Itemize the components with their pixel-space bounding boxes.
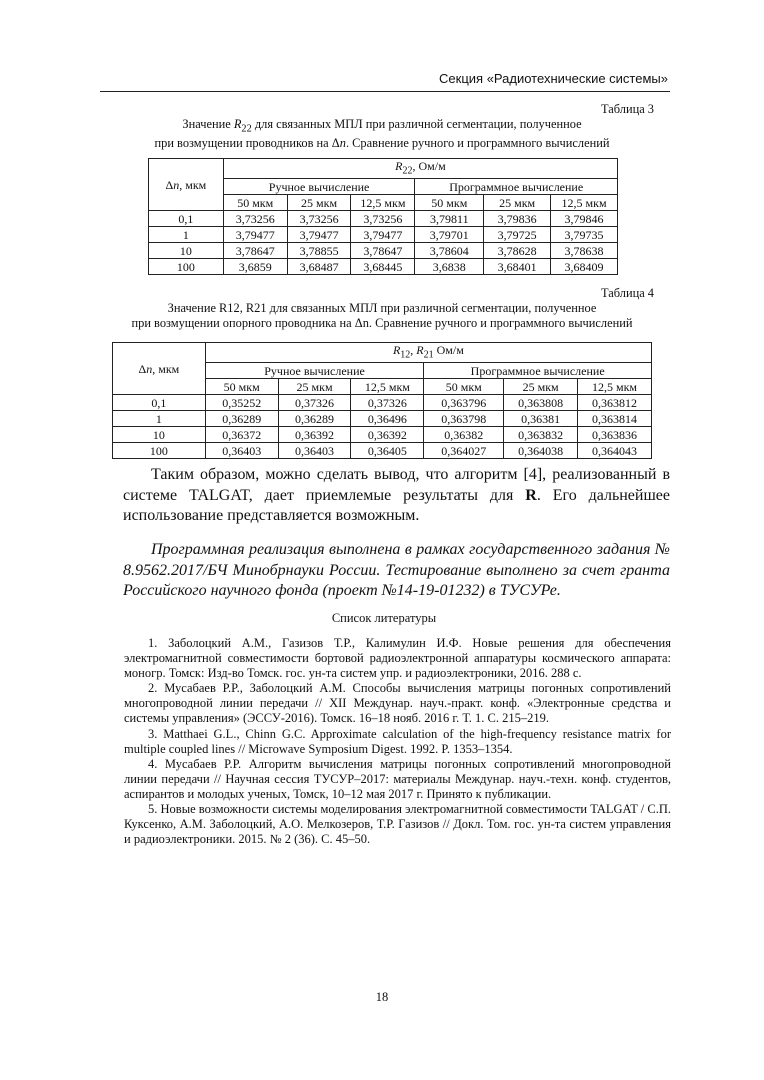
reference-item: 4. Мусабаев Р.Р. Алгоритм вычисления матрицы погонных сопротивлений многопроводной линии передачи // Научная сессия ТУСУР–2017: материалы Междунар. науч.-техн. конф. студентов, аспирантов и молодых ученых, Томск, 10–12 мая 2017 г. Принято к публикации. bbox=[124, 756, 671, 801]
reference-item: 1. Заболоцкий А.М., Газизов Т.Р., Калимулин И.Ф. Новые решения для обеспечения электромагнитной совместимости бортовой радиоэлектронной аппаратуры космического аппарата: моногр. Томск: Изд-во Томск. гос. ун-та систем упр. и радиоэлектроники, 2016. 288 с. bbox=[124, 636, 671, 681]
conclusion-paragraph bbox=[123, 465, 670, 527]
caption-text: для связанных МПЛ при различной сегментации, полученное bbox=[251, 117, 582, 131]
reference-item: 5. Новые возможности системы моделирования электромагнитной совместимости TALGAT / С.П. Куксенко, А.М. Заболоцкий, А.О. Мелкозеров, Т.Р. Газизов // Докл. Том. гос. ун-та систем управления и радиоэлектроники. 2015. № 2 (36). С. 45–50. bbox=[124, 802, 671, 847]
value-cell: 0,36496 bbox=[351, 411, 424, 427]
value-cell: 0,36392 bbox=[351, 427, 424, 443]
value-cell: 0,37326 bbox=[351, 395, 424, 411]
table4-row-header bbox=[113, 343, 206, 395]
row-label-cell: 10 bbox=[149, 243, 224, 259]
table3-caption-line1 bbox=[60, 117, 704, 136]
value-cell: 0,363812 bbox=[578, 395, 652, 411]
value-cell: 0,36382 bbox=[424, 427, 504, 443]
bold-symbol: R bbox=[525, 486, 537, 504]
value-cell: 0,364043 bbox=[578, 443, 652, 459]
cell-subscript: 22 bbox=[402, 165, 413, 177]
value-cell: 3,78638 bbox=[551, 243, 618, 259]
table-row bbox=[149, 259, 618, 275]
cell-text: Δ bbox=[165, 177, 174, 192]
table4-caption-line1: Значение R12, R21 для связанных МПЛ при различной сегментации, полученное bbox=[167, 301, 597, 315]
cell-symbol: R bbox=[416, 343, 424, 357]
cell-subscript: 12 bbox=[400, 349, 411, 361]
value-cell: 3,68401 bbox=[484, 259, 551, 275]
row-label-cell: 1 bbox=[113, 411, 206, 427]
value-cell: 0,37326 bbox=[278, 395, 351, 411]
cell-symbol: R bbox=[392, 343, 401, 357]
value-cell: 0,363814 bbox=[578, 411, 652, 427]
value-cell: 3,79811 bbox=[415, 211, 484, 227]
value-cell: 3,79701 bbox=[415, 227, 484, 243]
reference-item: 3. Matthaei G.L., Chinn G.C. Approximate calculation of the high-frequency resistance matrix for multiple coupled lines // Microwave Symposium Digest. 1992. P. 1353–1354. bbox=[124, 726, 671, 756]
references-list bbox=[124, 636, 671, 847]
table4-subheader: 25 мкм bbox=[278, 379, 351, 395]
value-cell: 3,79836 bbox=[484, 211, 551, 227]
value-cell: 3,78647 bbox=[351, 243, 415, 259]
table-row bbox=[113, 427, 652, 443]
value-cell: 3,79477 bbox=[287, 227, 351, 243]
value-cell: 3,73256 bbox=[287, 211, 351, 227]
value-cell: 3,6859 bbox=[223, 259, 287, 275]
table4-subheader: 12,5 мкм bbox=[578, 379, 652, 395]
cell-subscript: 21 bbox=[423, 349, 434, 361]
value-cell: 0,363836 bbox=[578, 427, 652, 443]
table4-subheader: 25 мкм bbox=[504, 379, 578, 395]
table3-subheader: 50 мкм bbox=[223, 195, 287, 211]
value-cell: 3,79477 bbox=[351, 227, 415, 243]
table-row bbox=[113, 395, 652, 411]
table-row bbox=[149, 227, 618, 243]
table3-quantity-header bbox=[223, 159, 617, 179]
value-cell: 3,79477 bbox=[223, 227, 287, 243]
row-label-cell: 10 bbox=[113, 427, 206, 443]
cell-text: , мкм bbox=[179, 177, 207, 192]
table4-subheader: 50 мкм bbox=[205, 379, 278, 395]
row-label-cell: 0,1 bbox=[113, 395, 206, 411]
caption-text: при возмущении проводников на Δ bbox=[154, 136, 340, 151]
value-cell: 0,35252 bbox=[205, 395, 278, 411]
header-rule bbox=[100, 91, 670, 92]
caption-text: . Сравнение ручного и программного вычислений bbox=[345, 136, 610, 151]
table3-caption bbox=[60, 117, 704, 151]
value-cell: 3,79846 bbox=[551, 211, 618, 227]
value-cell: 3,78604 bbox=[415, 243, 484, 259]
caption-symbol: n bbox=[339, 136, 346, 151]
cell-text: Ом/м bbox=[433, 343, 464, 357]
table4-quantity-header bbox=[205, 343, 651, 363]
cell-symbol: n bbox=[146, 361, 153, 376]
value-cell: 3,73256 bbox=[223, 211, 287, 227]
table-row bbox=[149, 211, 618, 227]
caption-symbol: R bbox=[233, 117, 242, 131]
row-label-cell: 1 bbox=[149, 227, 224, 243]
table4-caption-line2: при возмущении опорного проводника на Δn. Сравнение ручного и программного вычислений bbox=[131, 316, 633, 330]
value-cell: 3,6838 bbox=[415, 259, 484, 275]
row-label-cell: 0,1 bbox=[149, 211, 224, 227]
table4-number: Таблица 4 bbox=[601, 286, 654, 300]
page-number: 18 bbox=[375, 990, 389, 1004]
value-cell: 0,36403 bbox=[278, 443, 351, 459]
table4-group-program: Программное вычисление bbox=[424, 363, 652, 379]
value-cell: 0,363832 bbox=[504, 427, 578, 443]
table3-subheader: 12,5 мкм bbox=[551, 195, 618, 211]
table-row bbox=[113, 411, 652, 427]
value-cell: 3,78628 bbox=[484, 243, 551, 259]
acknowledgment-paragraph bbox=[123, 540, 670, 602]
paragraph-text: Таким образом, можно сделать вывод, что алгоритм [4], реализованный в системе TALGAT, дает приемлемые результаты для bbox=[123, 466, 670, 504]
cell-text: Δ bbox=[138, 361, 147, 376]
value-cell: 3,79735 bbox=[551, 227, 618, 243]
value-cell: 0,364027 bbox=[424, 443, 504, 459]
value-cell: 3,68487 bbox=[287, 259, 351, 275]
acknowledgment-text: Программная реализация выполнена в рамках государственного задания № 8.9562.2017/БЧ Минобрнауки России. Тестирование выполнено за счет гранта Российского научного фонда (проект №14-19-01232) в ТУСУРе. bbox=[123, 541, 670, 599]
cell-text: , мкм bbox=[152, 361, 180, 376]
value-cell: 0,36392 bbox=[278, 427, 351, 443]
table3-caption-line2 bbox=[60, 136, 704, 151]
paragraph-text: . Его дальнейшее использование представляется возможным. bbox=[123, 486, 670, 524]
table-row bbox=[149, 243, 618, 259]
table3-subheader: 25 мкм bbox=[484, 195, 551, 211]
value-cell: 0,36403 bbox=[205, 443, 278, 459]
table4-caption bbox=[60, 301, 704, 331]
table3-row-header bbox=[149, 159, 224, 211]
value-cell: 3,78647 bbox=[223, 243, 287, 259]
value-cell: 3,73256 bbox=[351, 211, 415, 227]
value-cell: 0,363796 bbox=[424, 395, 504, 411]
row-label-cell: 100 bbox=[149, 259, 224, 275]
value-cell: 0,364038 bbox=[504, 443, 578, 459]
cell-text: , bbox=[410, 343, 417, 357]
table3-subheader: 12,5 мкм bbox=[351, 195, 415, 211]
caption-subscript: 22 bbox=[241, 123, 252, 135]
value-cell: 0,36289 bbox=[278, 411, 351, 427]
value-cell: 0,36405 bbox=[351, 443, 424, 459]
table4-group-manual: Ручное вычисление bbox=[205, 363, 424, 379]
caption-text: Значение bbox=[182, 117, 234, 131]
table3-group-manual: Ручное вычисление bbox=[223, 179, 415, 195]
running-header: Секция «Радиотехнические системы» bbox=[439, 71, 668, 86]
value-cell: 3,78855 bbox=[287, 243, 351, 259]
value-cell: 0,36289 bbox=[205, 411, 278, 427]
value-cell: 0,363798 bbox=[424, 411, 504, 427]
value-cell: 3,68445 bbox=[351, 259, 415, 275]
cell-symbol: R bbox=[395, 159, 403, 173]
value-cell: 3,79725 bbox=[484, 227, 551, 243]
table4-subheader: 12,5 мкм bbox=[351, 379, 424, 395]
reference-item: 2. Мусабаев Р.Р., Заболоцкий А.М. Способы вычисления матрицы погонных сопротивлений многопроводной линии передачи // XII Междунар. науч.-практ. конф. «Электронные средства и системы управления» (ЭССУ-2016). Томск. 16–18 нояб. 2016 г. Т. 1. С. 215–219. bbox=[124, 681, 671, 726]
value-cell: 3,68409 bbox=[551, 259, 618, 275]
table4-subheader: 50 мкм bbox=[424, 379, 504, 395]
references-title: Список литературы bbox=[331, 611, 437, 625]
table3-group-program: Программное вычисление bbox=[415, 179, 618, 195]
value-cell: 0,36372 bbox=[205, 427, 278, 443]
table3 bbox=[148, 158, 618, 275]
table4 bbox=[112, 342, 652, 459]
cell-symbol: n bbox=[173, 177, 180, 192]
row-label-cell: 100 bbox=[113, 443, 206, 459]
table3-number: Таблица 3 bbox=[601, 102, 654, 116]
cell-text: , Ом/м bbox=[412, 159, 446, 173]
table-row bbox=[113, 443, 652, 459]
value-cell: 0,363808 bbox=[504, 395, 578, 411]
value-cell: 0,36381 bbox=[504, 411, 578, 427]
table3-subheader: 25 мкм bbox=[287, 195, 351, 211]
table3-subheader: 50 мкм bbox=[415, 195, 484, 211]
